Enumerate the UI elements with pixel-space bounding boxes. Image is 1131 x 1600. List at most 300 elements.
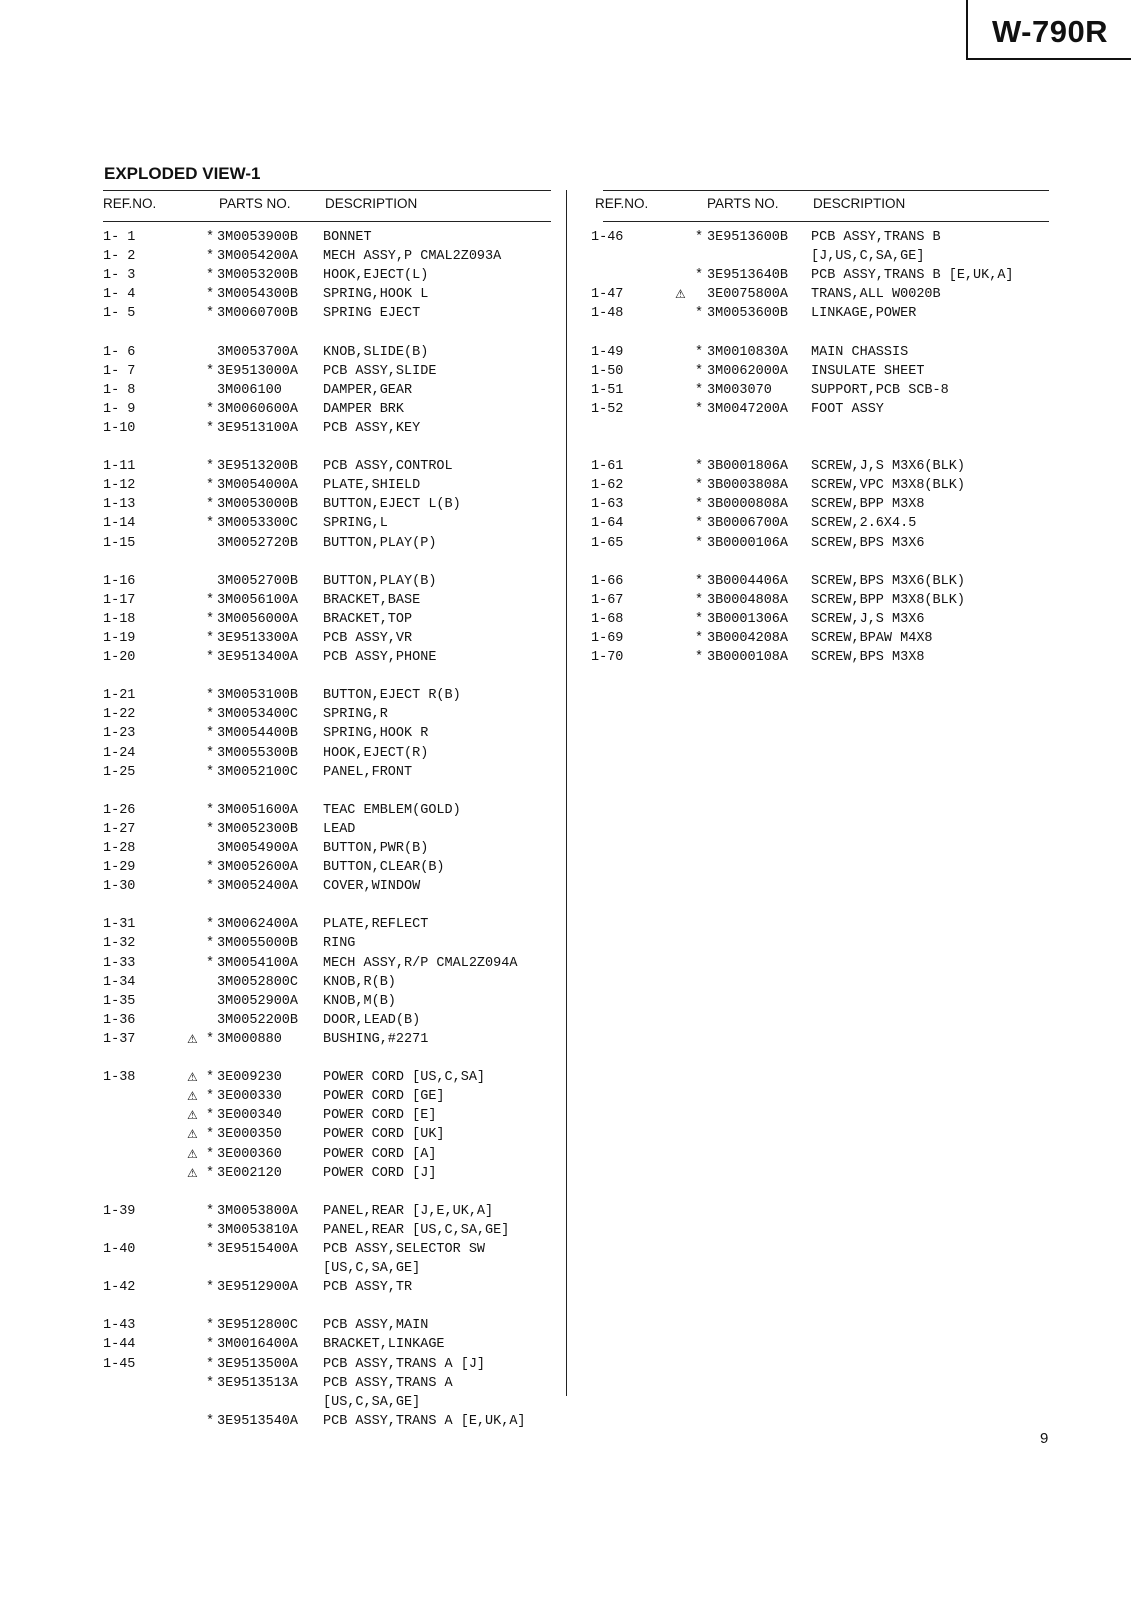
ref-cell: 1- 9: [103, 401, 136, 417]
part-number-cell: 3M0052100C: [217, 764, 299, 780]
part-number-cell: 3M0053700A: [217, 344, 299, 360]
asterisk-mark: *: [695, 306, 704, 322]
description-cell: SUPPORT,PCB SCB-8: [811, 382, 949, 398]
part-number-cell: 3M0053300C: [217, 516, 299, 532]
table-row: [103, 915, 551, 934]
part-number-cell: 3M0054300B: [217, 287, 299, 303]
ref-cell: 1- 1: [103, 230, 136, 245]
header-ref: REF.NO.: [595, 196, 649, 211]
part-number-cell: 3E000350: [217, 1127, 282, 1143]
row-spacer: [103, 667, 551, 686]
ref-cell: 1-27: [103, 821, 136, 837]
description-cell: PCB ASSY,TRANS A: [323, 1375, 453, 1391]
part-number-cell: 3M0053800A: [217, 1203, 299, 1219]
ref-cell: 1-12: [103, 478, 136, 494]
description-cell: PCB ASSY,SELECTOR SW: [323, 1241, 486, 1257]
table-row: [103, 610, 551, 629]
table-body: [591, 228, 1049, 667]
table-row: [103, 1393, 551, 1412]
asterisk-mark: *: [695, 573, 704, 589]
asterisk-mark: *: [695, 516, 704, 532]
asterisk-mark: *: [206, 1413, 215, 1429]
warning-icon: ⚠: [187, 1070, 198, 1085]
asterisk-mark: *: [206, 1337, 215, 1353]
header-desc: DESCRIPTION: [325, 196, 418, 211]
ref-cell: 1-39: [103, 1203, 136, 1219]
asterisk-mark: *: [206, 1070, 215, 1086]
ref-cell: 1-42: [103, 1280, 136, 1296]
part-number-cell: 3M0053810A: [217, 1222, 299, 1238]
asterisk-mark: *: [206, 1146, 215, 1162]
table-row: [103, 763, 551, 782]
table-row: [103, 648, 551, 667]
warning-icon: ⚠: [675, 287, 686, 302]
description-cell: [US,C,SA,GE]: [323, 1394, 421, 1410]
asterisk-mark: *: [206, 745, 215, 761]
part-number-cell: 3B0001306A: [707, 611, 789, 627]
table-row: [103, 934, 551, 953]
description-cell: BUSHING,#2271: [323, 1031, 429, 1047]
ref-cell: 1-30: [103, 879, 136, 895]
description-cell: BUTTON,EJECT R(B): [323, 688, 461, 704]
description-cell: BUTTON,CLEAR(B): [323, 860, 445, 876]
asterisk-mark: *: [206, 879, 215, 895]
table-row: [103, 1202, 551, 1221]
description-cell: SCREW,J,S M3X6: [811, 611, 925, 627]
description-cell: SPRING EJECT: [323, 306, 421, 322]
ref-cell: 1-62: [591, 478, 624, 494]
asterisk-mark: *: [695, 268, 704, 284]
warning-icon: ⚠: [187, 1127, 198, 1142]
asterisk-mark: *: [695, 630, 704, 646]
description-cell: PCB ASSY,PHONE: [323, 650, 437, 666]
table-row: [103, 381, 551, 400]
description-cell: KNOB,M(B): [323, 993, 396, 1009]
ref-cell: 1-49: [591, 344, 624, 360]
description-cell: SCREW,BPS M3X6: [811, 535, 925, 551]
description-cell: TEAC EMBLEM(GOLD): [323, 802, 461, 818]
part-number-cell: 3M0055300B: [217, 745, 299, 761]
table-row: [103, 572, 551, 591]
table-row: [103, 820, 551, 839]
ref-cell: 1-14: [103, 516, 136, 532]
row-spacer: [603, 553, 1049, 572]
header-ref: REF.NO.: [103, 196, 157, 211]
part-number-cell: 3E9513200B: [217, 459, 299, 475]
table-row: [591, 400, 1049, 419]
row-spacer: [103, 1297, 551, 1316]
asterisk-mark: *: [206, 860, 215, 876]
description-cell: PCB ASSY,CONTROL: [323, 459, 453, 475]
table-row: [103, 801, 551, 820]
description-cell: PANEL,REAR [J,E,UK,A]: [323, 1203, 494, 1219]
table-row: [591, 381, 1049, 400]
part-number-cell: 3B0000106A: [707, 535, 789, 551]
ref-cell: 1-45: [103, 1356, 136, 1372]
table-row: [103, 362, 551, 381]
asterisk-mark: *: [206, 611, 215, 627]
table-row: [591, 610, 1049, 629]
description-cell: POWER CORD [E]: [323, 1108, 437, 1124]
part-number-cell: 3M0053900B: [217, 230, 299, 245]
description-cell: SPRING,L: [323, 516, 388, 532]
part-number-cell: 3E9513540A: [217, 1413, 299, 1429]
ref-cell: 1-44: [103, 1337, 136, 1353]
warning-icon: ⚠: [187, 1165, 198, 1180]
asterisk-mark: *: [206, 230, 215, 245]
asterisk-mark: *: [206, 1089, 215, 1105]
ref-cell: 1- 2: [103, 249, 136, 265]
description-cell: LEAD: [323, 821, 356, 837]
ref-cell: 1-28: [103, 841, 136, 856]
part-number-cell: 3M0056100A: [217, 592, 299, 608]
table-row: [103, 992, 551, 1011]
part-number-cell: 3M0051600A: [217, 802, 299, 818]
table-row: [103, 1259, 551, 1278]
description-cell: MECH ASSY,R/P CMAL2Z094A: [323, 955, 518, 971]
ref-cell: 1-20: [103, 650, 136, 666]
description-cell: SPRING,HOOK L: [323, 287, 429, 303]
part-number-cell: 3M0054400B: [217, 726, 299, 742]
asterisk-mark: *: [206, 287, 215, 303]
description-cell: SCREW,BPS M3X8: [811, 650, 925, 666]
description-cell: PCB ASSY,TRANS B [E,UK,A]: [811, 268, 1014, 284]
description-cell: SCREW,2.6X4.5: [811, 516, 917, 532]
ref-cell: 1-48: [591, 306, 624, 322]
part-number-cell: 3M0052400A: [217, 879, 299, 895]
warning-icon: ⚠: [187, 1108, 198, 1123]
ref-cell: 1-51: [591, 382, 624, 398]
table-row: [103, 591, 551, 610]
asterisk-mark: *: [206, 497, 215, 513]
ref-cell: 1-64: [591, 516, 624, 532]
ref-cell: 1-23: [103, 726, 136, 742]
table-row: [103, 1011, 551, 1030]
description-cell: SPRING,HOOK R: [323, 726, 429, 742]
ref-cell: 1-46: [591, 230, 624, 245]
part-number-cell: 3M0052700B: [217, 573, 299, 589]
parts-table-right: [591, 190, 1049, 667]
ref-cell: 1-25: [103, 764, 136, 780]
part-number-cell: 3M0052300B: [217, 821, 299, 837]
table-row: [103, 705, 551, 724]
ref-cell: 1-19: [103, 630, 136, 646]
table-row: [103, 266, 551, 285]
description-cell: PCB ASSY,TRANS B: [811, 230, 941, 245]
part-number-cell: 3B0006700A: [707, 516, 789, 532]
part-number-cell: 3B0003808A: [707, 478, 789, 494]
description-cell: INSULATE SHEET: [811, 363, 925, 379]
part-number-cell: 3M0054900A: [217, 841, 299, 856]
description-cell: COVER,WINDOW: [323, 879, 421, 895]
row-spacer: [603, 438, 1049, 457]
description-cell: PCB ASSY,TRANS A [J]: [323, 1356, 486, 1372]
part-number-cell: 3B0000108A: [707, 650, 789, 666]
ref-cell: 1-18: [103, 611, 136, 627]
description-cell: POWER CORD [GE]: [323, 1089, 445, 1105]
column-divider: [566, 190, 567, 1396]
ref-cell: 1-65: [591, 535, 624, 551]
table-row: [591, 572, 1049, 591]
ref-cell: 1- 8: [103, 382, 136, 398]
part-number-cell: 3M0055000B: [217, 936, 299, 952]
table-row: [103, 1145, 551, 1164]
part-number-cell: 3B0000808A: [707, 497, 789, 513]
table-row: [103, 1106, 551, 1125]
part-number-cell: 3E9513000A: [217, 363, 299, 379]
part-number-cell: 3M0052800C: [217, 974, 299, 990]
part-number-cell: 3E9513513A: [217, 1375, 299, 1391]
table-row: [103, 514, 551, 533]
table-row: [103, 1087, 551, 1106]
model-name: W-790R: [992, 14, 1109, 49]
table-row: [103, 1240, 551, 1259]
asterisk-mark: *: [206, 630, 215, 646]
description-cell: RING: [323, 936, 356, 952]
table-row: [103, 419, 551, 438]
asterisk-mark: *: [695, 230, 704, 245]
description-cell: SCREW,J,S M3X6(BLK): [811, 459, 965, 475]
description-cell: PANEL,REAR [US,C,SA,GE]: [323, 1222, 510, 1238]
part-number-cell: 3M000880: [217, 1031, 282, 1047]
table-row: [103, 304, 551, 323]
table-row: [103, 534, 551, 553]
table-row: [591, 476, 1049, 495]
table-row: [103, 247, 551, 266]
part-number-cell: 3B0004208A: [707, 630, 789, 646]
warning-icon: ⚠: [187, 1146, 198, 1161]
part-number-cell: 3E000330: [217, 1089, 282, 1105]
part-number-cell: 3M0053600B: [707, 306, 789, 322]
asterisk-mark: *: [206, 459, 215, 475]
part-number-cell: 3M0047200A: [707, 401, 789, 417]
description-cell: BRACKET,BASE: [323, 592, 421, 608]
part-number-cell: 3E000340: [217, 1108, 282, 1124]
table-row: [103, 858, 551, 877]
description-cell: BUTTON,PWR(B): [323, 841, 429, 856]
asterisk-mark: *: [206, 420, 215, 436]
part-number-cell: 3M0053200B: [217, 268, 299, 284]
asterisk-mark: *: [695, 650, 704, 666]
row-spacer: [603, 323, 1049, 342]
table-row: [103, 476, 551, 495]
ref-cell: 1-13: [103, 497, 136, 513]
asterisk-mark: *: [206, 1280, 215, 1296]
table-body: [103, 228, 551, 1431]
asterisk-mark: *: [206, 1375, 215, 1391]
description-cell: PANEL,FRONT: [323, 764, 413, 780]
ref-cell: 1-40: [103, 1241, 136, 1257]
asterisk-mark: *: [206, 249, 215, 265]
table-row: [103, 1125, 551, 1144]
part-number-cell: 3E9513100A: [217, 420, 299, 436]
description-cell: DAMPER,GEAR: [323, 382, 413, 398]
ref-cell: 1-21: [103, 688, 136, 704]
header-parts: PARTS NO.: [219, 196, 291, 211]
table-header: [595, 190, 1049, 222]
ref-cell: 1- 4: [103, 287, 136, 303]
part-number-cell: 3M0053400C: [217, 707, 299, 723]
part-number-cell: 3E009230: [217, 1070, 282, 1086]
ref-cell: 1-17: [103, 592, 136, 608]
asterisk-mark: *: [206, 936, 215, 952]
part-number-cell: 3M0053000B: [217, 497, 299, 513]
description-cell: BUTTON,PLAY(P): [323, 535, 437, 551]
description-cell: FOOT ASSY: [811, 401, 884, 417]
ref-cell: 1-33: [103, 955, 136, 971]
table-row: [603, 247, 1049, 266]
table-header: [103, 190, 551, 222]
description-cell: POWER CORD [J]: [323, 1165, 437, 1181]
table-row: [103, 343, 551, 362]
table-row: [591, 228, 1049, 247]
ref-cell: 1-66: [591, 573, 624, 589]
part-number-cell: 3M0052900A: [217, 993, 299, 1009]
description-cell: SPRING,R: [323, 707, 388, 723]
row-spacer: [103, 896, 551, 915]
description-cell: KNOB,SLIDE(B): [323, 344, 429, 360]
part-number-cell: 3M0062000A: [707, 363, 789, 379]
part-number-cell: 3E9512800C: [217, 1318, 299, 1334]
section-title: EXPLODED VIEW-1: [104, 164, 261, 183]
part-number-cell: 3M0053100B: [217, 688, 299, 704]
table-row: [591, 343, 1049, 362]
ref-cell: 1-31: [103, 917, 136, 933]
row-spacer: [103, 323, 551, 342]
description-cell: POWER CORD [UK]: [323, 1127, 445, 1143]
asterisk-mark: *: [206, 1356, 215, 1372]
description-cell: PCB ASSY,VR: [323, 630, 413, 646]
part-number-cell: 3E9513500A: [217, 1356, 299, 1372]
table-row: [591, 629, 1049, 648]
table-row: [103, 228, 551, 247]
asterisk-mark: *: [206, 306, 215, 322]
ref-cell: 1-38: [103, 1070, 136, 1086]
asterisk-mark: *: [206, 764, 215, 780]
header-desc: DESCRIPTION: [813, 196, 906, 211]
table-row: [103, 1030, 551, 1049]
description-cell: BUTTON,PLAY(B): [323, 573, 437, 589]
ref-cell: 1-50: [591, 363, 624, 379]
description-cell: SCREW,BPS M3X6(BLK): [811, 573, 965, 589]
description-cell: MAIN CHASSIS: [811, 344, 909, 360]
table-row: [103, 973, 551, 992]
part-number-cell: 3M0052720B: [217, 535, 299, 551]
table-row: [103, 285, 551, 304]
description-cell: [US,C,SA,GE]: [323, 1261, 421, 1277]
table-row: [103, 954, 551, 973]
description-cell: TRANS,ALL W0020B: [811, 287, 941, 303]
part-number-cell: 3E9513600B: [707, 230, 789, 245]
row-spacer: [103, 1183, 551, 1202]
asterisk-mark: *: [206, 917, 215, 933]
table-row: [103, 1374, 551, 1393]
asterisk-mark: *: [695, 459, 704, 475]
asterisk-mark: *: [695, 611, 704, 627]
description-cell: PCB ASSY,SLIDE: [323, 363, 437, 379]
table-row: [103, 1278, 551, 1297]
part-number-cell: 3M0054000A: [217, 478, 299, 494]
description-cell: SCREW,VPC M3X8(BLK): [811, 478, 965, 494]
table-row: [103, 839, 551, 858]
description-cell: BRACKET,TOP: [323, 611, 413, 627]
table-row: [591, 534, 1049, 553]
part-number-cell: 3M0016400A: [217, 1337, 299, 1353]
description-cell: PCB ASSY,TRANS A [E,UK,A]: [323, 1413, 526, 1429]
description-cell: PLATE,SHIELD: [323, 478, 421, 494]
description-cell: LINKAGE,POWER: [811, 306, 917, 322]
part-number-cell: 3B0004808A: [707, 592, 789, 608]
ref-cell: 1-34: [103, 974, 136, 990]
ref-cell: 1-43: [103, 1318, 136, 1334]
description-cell: BRACKET,LINKAGE: [323, 1337, 445, 1353]
asterisk-mark: *: [206, 1127, 215, 1143]
part-number-cell: 3E002120: [217, 1165, 282, 1181]
asterisk-mark: *: [695, 478, 704, 494]
asterisk-mark: *: [206, 1203, 215, 1219]
table-row: [103, 1316, 551, 1335]
part-number-cell: 3E0075800A: [707, 287, 789, 303]
part-number-cell: 3E9513400A: [217, 650, 299, 666]
model-label-box: [966, 0, 1131, 60]
ref-cell: 1-67: [591, 592, 624, 608]
description-cell: SCREW,BPAW M4X8: [811, 630, 933, 646]
description-cell: BUTTON,EJECT L(B): [323, 497, 461, 513]
description-cell: [J,US,C,SA,GE]: [811, 249, 925, 265]
table-row: [103, 400, 551, 419]
ref-cell: 1-52: [591, 401, 624, 417]
description-cell: PCB ASSY,MAIN: [323, 1318, 429, 1334]
part-number-cell: 3E000360: [217, 1146, 282, 1162]
asterisk-mark: *: [695, 363, 704, 379]
description-cell: PCB ASSY,TR: [323, 1280, 413, 1296]
asterisk-mark: *: [206, 688, 215, 704]
asterisk-mark: *: [695, 382, 704, 398]
description-cell: POWER CORD [US,C,SA]: [323, 1070, 486, 1086]
table-row: [103, 1335, 551, 1354]
table-row: [591, 285, 1049, 304]
asterisk-mark: *: [206, 726, 215, 742]
asterisk-mark: *: [695, 401, 704, 417]
ref-cell: 1-69: [591, 630, 624, 646]
part-number-cell: 3E9513300A: [217, 630, 299, 646]
asterisk-mark: *: [206, 478, 215, 494]
part-number-cell: 3M0010830A: [707, 344, 789, 360]
row-spacer: [603, 419, 1049, 438]
part-number-cell: 3M006100: [217, 382, 282, 398]
asterisk-mark: *: [206, 802, 215, 818]
ref-cell: 1-36: [103, 1012, 136, 1028]
table-row: [591, 591, 1049, 610]
description-cell: KNOB,R(B): [323, 974, 396, 990]
ref-cell: 1-63: [591, 497, 624, 513]
ref-cell: 1-26: [103, 802, 136, 818]
ref-cell: 1-32: [103, 936, 136, 952]
table-row: [103, 686, 551, 705]
asterisk-mark: *: [695, 592, 704, 608]
description-cell: DOOR,LEAD(B): [323, 1012, 421, 1028]
asterisk-mark: *: [206, 1222, 215, 1238]
description-cell: DAMPER BRK: [323, 401, 405, 417]
table-row: [103, 1068, 551, 1087]
ref-cell: 1-70: [591, 650, 624, 666]
table-row: [103, 724, 551, 743]
asterisk-mark: *: [206, 516, 215, 532]
page-number: 9: [1040, 1430, 1049, 1447]
table-row: [103, 457, 551, 476]
part-number-cell: 3B0001806A: [707, 459, 789, 475]
warning-icon: ⚠: [187, 1031, 198, 1046]
